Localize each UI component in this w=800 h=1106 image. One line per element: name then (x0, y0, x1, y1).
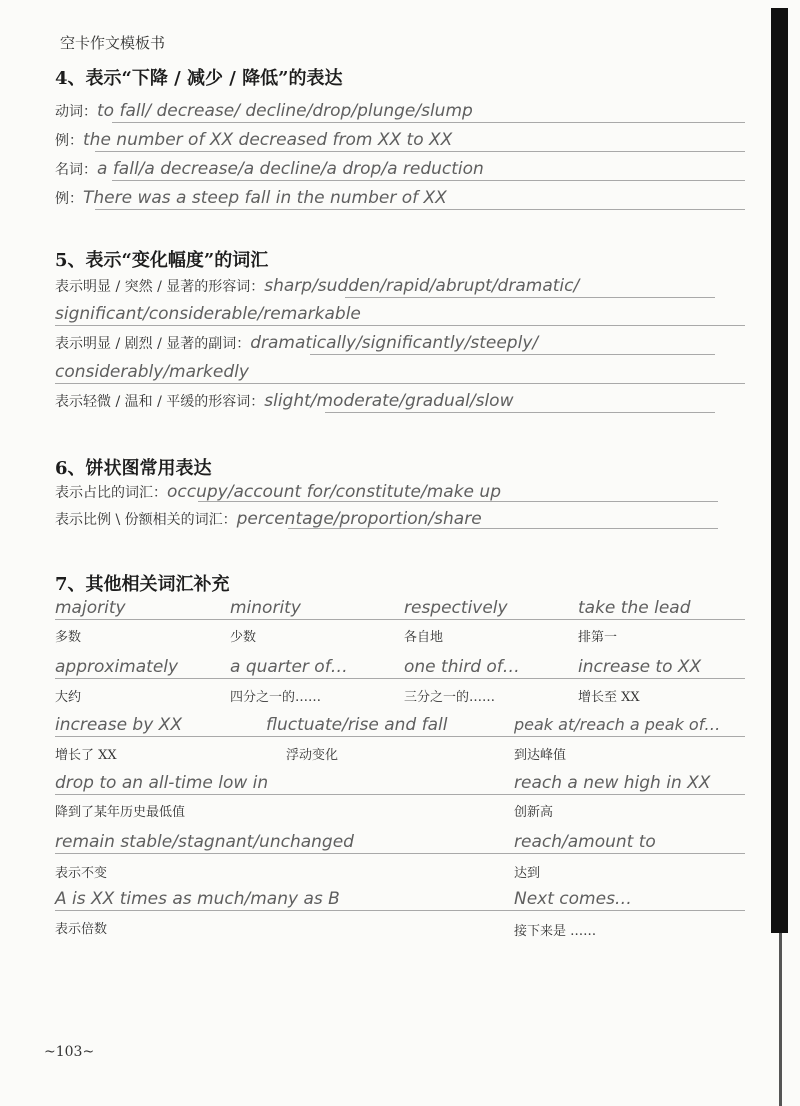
row-text: considerably/markedly (55, 362, 249, 382)
vocab-term: reach/amount to (514, 832, 656, 852)
row-text: the number of XX decreased from XX to XX (83, 130, 453, 150)
vocab-term: peak at/reach a peak of… (514, 715, 721, 734)
vocab-term: take the lead (578, 598, 691, 618)
vocab-meaning: 表示不变 (55, 866, 108, 881)
page-edge-shadow-lower (779, 933, 782, 1106)
vocab-term: a quarter of… (230, 657, 348, 677)
vocab-term: minority (230, 598, 301, 618)
page-edge-shadow (771, 8, 788, 933)
writing-line (95, 151, 745, 152)
row-text: to fall/ decrease/ decline/drop/plunge/slump (97, 101, 473, 121)
s6-row-proportion (55, 509, 482, 529)
row-text: slight/moderate/gradual/slow (264, 391, 514, 411)
vocab-meaning: 到达峰值 (514, 748, 567, 763)
row-label: 表示比例 \ 份额相关的词汇： (55, 512, 237, 528)
row-label: 表示轻微 / 温和 / 平缓的形容词： (55, 394, 265, 410)
vocab-meaning: 接下来是 …… (514, 924, 597, 939)
row-label: 例： (55, 133, 83, 149)
writing-line (345, 297, 715, 298)
row-text: significant/considerable/remarkable (55, 304, 361, 324)
writing-line (55, 678, 745, 679)
vocab-meaning: 多数 (55, 630, 82, 645)
row-label: 表示明显 / 剧烈 / 显著的副词： (55, 336, 251, 352)
vocab-meaning: 浮动变化 (286, 748, 339, 763)
vocab-term: one third of… (404, 657, 520, 677)
vocab-meaning: 三分之一的…… (404, 690, 496, 705)
vocab-term: respectively (404, 598, 508, 618)
vocab-meaning: 排第一 (578, 630, 618, 645)
writing-line (55, 325, 745, 326)
row-text: sharp/sudden/rapid/abrupt/dramatic/ (264, 276, 580, 296)
row-text: There was a steep fall in the number of XX (83, 188, 447, 208)
vocab-meaning: 创新高 (514, 805, 554, 820)
writing-line (55, 619, 745, 620)
writing-line (325, 412, 715, 413)
vocab-term: fluctuate/rise and fall (266, 715, 448, 735)
writing-line (112, 180, 745, 181)
row-text: percentage/proportion/share (236, 509, 482, 529)
section-title-7: 7、其他相关词汇补充 (55, 574, 230, 595)
s6-row-share (55, 482, 501, 502)
section-title-6: 6、饼状图常用表达 (55, 458, 212, 479)
vocab-term: A is XX times as much/many as B (55, 889, 340, 909)
vocab-meaning: 各自地 (404, 630, 444, 645)
vocab-meaning: 增长了 XX (55, 748, 117, 763)
writing-line (55, 736, 745, 737)
writing-line (198, 501, 718, 502)
vocab-term: increase by XX (55, 715, 182, 735)
writing-line (95, 209, 745, 210)
vocab-meaning: 达到 (514, 866, 541, 881)
row-label: 表示占比的词汇： (55, 485, 167, 501)
s4-row-verb (55, 101, 473, 121)
book-title: 空卡作文模板书 (60, 34, 166, 52)
writing-line (55, 910, 745, 911)
row-label: 例： (55, 191, 83, 207)
writing-line (112, 122, 745, 123)
row-text: dramatically/significantly/steeply/ (250, 333, 539, 353)
s5-row-adv-cont (55, 362, 249, 382)
vocab-term: Next comes… (514, 889, 632, 909)
s5-row-adj-1-cont (55, 304, 361, 324)
row-label: 名词： (55, 162, 97, 178)
vocab-term: increase to XX (578, 657, 702, 677)
section-title-5: 5、表示“变化幅度”的词汇 (55, 250, 269, 271)
writing-line (55, 383, 745, 384)
vocab-term: reach a new high in XX (514, 773, 711, 793)
vocab-meaning: 少数 (230, 630, 257, 645)
vocab-meaning: 大约 (55, 690, 82, 705)
writing-line (55, 794, 745, 795)
s4-row-example-1 (55, 130, 452, 150)
page-number: ~103~ (44, 1044, 95, 1060)
vocab-term: drop to an all-time low in (55, 773, 269, 793)
writing-line (288, 528, 718, 529)
s5-row-adv (55, 333, 538, 353)
vocab-meaning: 增长至 XX (578, 690, 640, 705)
s4-row-example-2 (55, 188, 447, 208)
row-label: 表示明显 / 突然 / 显著的形容词： (55, 279, 265, 295)
writing-line (55, 853, 745, 854)
vocab-term: majority (55, 598, 126, 618)
row-text: a fall/a decrease/a decline/a drop/a reduction (97, 159, 484, 179)
s5-row-adj-1 (55, 276, 579, 296)
vocab-meaning: 降到了某年历史最低值 (55, 805, 186, 820)
vocab-term: approximately (55, 657, 179, 677)
vocab-term: remain stable/stagnant/unchanged (55, 832, 354, 852)
row-text: occupy/account for/constitute/make up (167, 482, 501, 502)
s5-row-adj-2 (55, 391, 513, 411)
vocab-meaning: 四分之一的…… (230, 690, 322, 705)
writing-line (310, 354, 715, 355)
row-label: 动词： (55, 104, 97, 120)
s4-row-noun (55, 159, 484, 179)
vocab-meaning: 表示倍数 (55, 922, 108, 937)
section-title-4: 4、表示“下降 / 减少 / 降低”的表达 (55, 68, 343, 89)
